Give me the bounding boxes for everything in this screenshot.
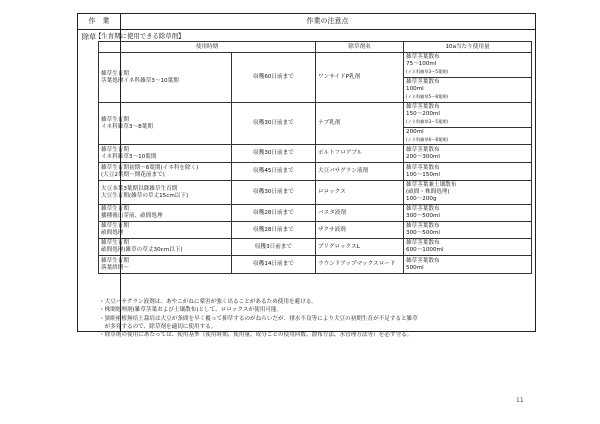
limit-cell: 収穫60日前まで	[232, 53, 316, 103]
herbicide-cell: ナブ乳剤	[316, 103, 404, 145]
herbicide-cell: ラウンドアップマックスロード	[316, 256, 404, 274]
timing-line: 畝間処理(雑草の草丈30cm以下)	[101, 247, 183, 253]
herbicide-table	[98, 41, 532, 274]
usage-block	[404, 53, 531, 77]
timing-cell	[99, 256, 232, 274]
herbicide-cell: プリグロックスL	[316, 239, 404, 256]
usage-main: 雑草茎葉散布	[406, 164, 440, 171]
timing-line: 雑草生育期	[101, 146, 129, 153]
usage-sub: 100ml	[406, 86, 424, 92]
herbicide-cell: ワンサイドP乳剤	[316, 53, 404, 103]
limit-cell: 収穫28日前まで	[232, 222, 316, 239]
table-row	[99, 181, 532, 205]
timing-line: イネ科雑草3～8葉期	[101, 123, 153, 130]
usage-note: (イネ科雑草3～5葉期)	[406, 69, 449, 74]
usage-sub: 200ml	[406, 129, 424, 135]
timing-cell	[99, 53, 232, 103]
timing-cell	[99, 145, 232, 163]
usage-main: 雑草茎葉散布	[406, 240, 440, 246]
limit-cell: 収穫30日前まで	[232, 145, 316, 163]
table-row	[99, 163, 532, 181]
usage-cell	[404, 181, 532, 205]
usage-cell	[404, 205, 532, 222]
herbicide-table-header	[99, 42, 532, 53]
usage-block	[404, 164, 531, 180]
limit-cell: 収穫3日前まで	[232, 239, 316, 256]
herbicide-cell: バスタ液剤	[316, 205, 404, 222]
timing-line: イネ科雑草3～10葉期	[101, 153, 157, 160]
notes-header: 作業の注意点	[306, 17, 349, 25]
usage-note: (イネ科雑草6～8葉期)	[406, 137, 449, 142]
usage-block	[404, 146, 531, 162]
usage-block	[404, 103, 531, 127]
timing-line: 落葉終期～	[101, 264, 129, 271]
note-item: ・除草剤の使用にあたっては、使用基準（使用時期、使用量、成分ごとの使用回数、散布方法、水管理方法等）を必ず守る。	[99, 332, 413, 339]
timing-line: 雑草生育期	[101, 70, 129, 77]
timing-cell	[99, 103, 232, 145]
timing-cell	[99, 239, 232, 256]
usage-block	[404, 181, 531, 204]
usage-note: (イネ科雑草5～8葉期)	[406, 94, 449, 99]
usage-note: 100～200g	[406, 196, 437, 202]
usage-block	[404, 257, 531, 273]
timing-line: 雑草生育期初期～6葉期(イネ科を除く)	[101, 164, 199, 171]
herbicide-header: 除草剤名	[316, 42, 404, 53]
timing-cell	[99, 163, 232, 181]
usage-cell	[404, 103, 532, 145]
usage-main: 雑草茎葉散布	[406, 104, 440, 110]
note-item: ・大豆バサグラン液剤は、あやこがねに薬害が強く出ることがあるため使用を避ける。	[99, 299, 317, 305]
usage-main: 雑草茎葉散布	[406, 79, 440, 85]
limit-cell: 収穫30日前まで	[232, 103, 316, 145]
limit-cell: 収穫45日前まで	[232, 163, 316, 181]
usage-sub: 500ml	[406, 264, 424, 271]
timing-line: 茎葉処理イネ科雑草3～10葉期	[101, 77, 179, 84]
usage-sub: 600～1000ml	[406, 247, 444, 253]
usage-cell	[404, 53, 532, 103]
usage-main: 雑草茎葉散布	[406, 54, 440, 60]
usage-note: (イネ科雑草3～5葉期)	[406, 119, 449, 124]
table-row	[99, 239, 532, 256]
timing-line: 大豆本葉3葉期以降雑草生育期	[101, 185, 178, 192]
timing-line: 大豆生育期(雑草の草丈15cm以下)	[101, 192, 189, 199]
usage-sub: 200～300ml	[406, 153, 440, 160]
section-title: 【生育期に使用できる除草剤】	[95, 32, 185, 40]
usage-main: 雑草茎葉散布	[406, 206, 440, 212]
table-row	[99, 53, 532, 103]
timing-line: 畝間処理	[101, 230, 124, 236]
table-row	[99, 103, 532, 145]
usage-main: 雑草茎葉散布	[406, 223, 440, 229]
usage-cell	[404, 239, 532, 256]
timing-line: 雑草生育期	[101, 223, 129, 229]
herbicide-cell: ポルトフロアブル	[316, 145, 404, 163]
usage-main: 雑草茎葉散布	[406, 257, 440, 264]
usage-sub: 100～150ml	[406, 171, 440, 178]
usage-block	[404, 222, 531, 238]
usage-header: 10a当たり使用量	[404, 42, 532, 53]
task-label: 除草	[82, 33, 96, 41]
table-row	[99, 205, 532, 222]
table-row	[99, 145, 532, 163]
usage-sub: (畝間・株間処理)	[406, 189, 450, 195]
usage-sub: 300～500ml	[406, 230, 440, 236]
usage-block	[404, 239, 531, 255]
timing-cell	[99, 222, 232, 239]
usage-sub: 300～500ml	[406, 213, 440, 219]
herbicide-cell: ロロックス	[316, 181, 404, 205]
usage-block	[404, 77, 531, 102]
usage-cell	[404, 145, 532, 163]
limit-cell: 収穫28日前まで	[232, 205, 316, 222]
note-item: ・株間処理剤(雑草茎葉および土壌散布)として、ロロックスが使用可能。	[99, 307, 283, 314]
herbicide-cell: 大豆バサグラン液剤	[316, 163, 404, 181]
usage-block	[404, 205, 531, 221]
usage-sub: 75～100ml	[406, 61, 437, 67]
table-row	[99, 222, 532, 239]
usage-cell	[404, 256, 532, 274]
limit-cell: 収穫14日前まで	[232, 256, 316, 274]
timing-line: (大豆2葉期～開花前まで)	[101, 171, 165, 178]
limit-cell: 収穫30日前まで	[232, 181, 316, 205]
page-number: 11	[516, 397, 524, 404]
table-row	[99, 256, 532, 274]
note-item: ・狭畦密植無培土栽培は大豆が条間を早く覆って抑草するのがねらいだが、排水不良等により大豆の初期生育が不足すると雑草	[99, 315, 418, 322]
work-header: 作 業	[78, 14, 121, 29]
usage-cell	[404, 163, 532, 181]
herbicide-cell: ザクサ液剤	[316, 222, 404, 239]
note-item: が多発するので、除草剤を適切に使用する。	[99, 323, 217, 330]
notes-list	[99, 298, 529, 339]
timing-header: 使用時期	[99, 42, 316, 53]
usage-sub: 150～200ml	[406, 111, 440, 117]
usage-main: 雑草茎葉散布	[406, 146, 440, 153]
timing-line: 雑草生育期	[101, 116, 129, 123]
timing-line: 雑草生育期	[101, 257, 129, 264]
timing-line: 雑草生育期	[101, 240, 129, 246]
timing-cell	[99, 205, 232, 222]
timing-line: 播種後出芽前、畝間処理	[101, 213, 163, 219]
timing-cell	[99, 181, 232, 205]
usage-main: 雑草茎葉兼土壌散布	[406, 182, 457, 188]
usage-cell	[404, 222, 532, 239]
usage-block	[404, 127, 531, 144]
timing-line: 雑草生育期	[101, 206, 129, 212]
header-row	[78, 14, 535, 30]
